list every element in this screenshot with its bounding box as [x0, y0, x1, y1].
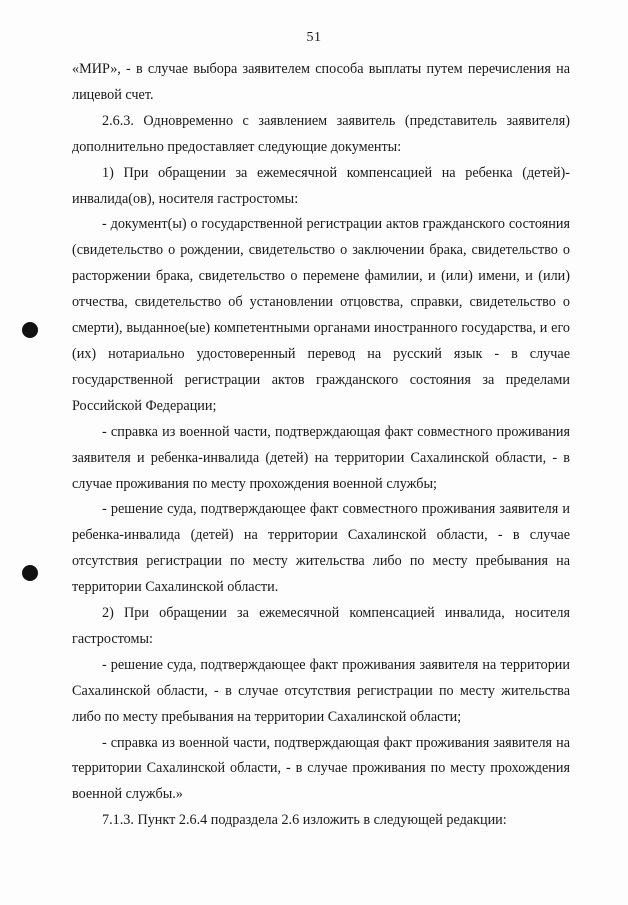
punch-hole-mark [22, 565, 38, 581]
paragraph-item-1: 1) При обращении за ежемесячной компенсацией на ребенка (детей)-инвалида(ов), носителя гастростомы: [72, 164, 570, 207]
paragraph-court-decision-child: - решение суда, подтверждающее факт совместного проживания заявителя и ребенка-инвалида (детей) на территории Сахалинской области, - в случае отсутствия регистрации по месту жительства либо по месту пребывания на территории Сахалинской области. [72, 501, 570, 596]
paragraph-mir-payment: «МИР», - в случае выбора заявителем способа выплаты путем перечисления на лицевой счет. [72, 61, 570, 103]
document-body [72, 57, 570, 834]
paragraph-civil-status-documents: - документ(ы) о государственной регистрации актов гражданского состояния (свидетельство о рождении, свидетельство о заключении брака, свидетельство о расторжении брака, свидетельство о перемене фамилии, и (или) имени, и (или) отчества, свидетельство об установлении отцовства, справки, свидетельство о смерти), выданное(ые) компетентными органами иностранного государства, и его (их) нотариально удостоверенный перевод на русский язык - в случае государственной регистрации актов гражданского состояния за пределами Российской Федерации; [72, 216, 570, 414]
paragraph-item-2: 2) При обращении за ежемесячной компенсацией инвалида, носителя гастростомы: [72, 605, 570, 647]
page-number: 51 [306, 30, 322, 45]
paragraph-military-certificate-disabled: - справка из военной части, подтверждающая факт проживания заявителя на территории Сахалинской области, - в случае проживания по месту прохождения военной службы.» [72, 734, 570, 803]
paragraph-7-1-3: 7.1.3. Пункт 2.6.4 подраздела 2.6 изложить в следующей редакции: [102, 812, 507, 829]
paragraph-military-certificate-child: - справка из военной части, подтверждающая факт совместного проживания заявителя и ребенка-инвалида (детей) на территории Сахалинской области, - в случае проживания по месту прохождения военной службы; [72, 423, 570, 492]
paragraph-court-decision-disabled: - решение суда, подтверждающее факт проживания заявителя на территории Сахалинской области, - в случае отсутствия регистрации по месту жительства либо по месту пребывания на территории Сахалинской области; [72, 656, 570, 725]
punch-hole-mark [22, 322, 38, 338]
paragraph-2-6-3: 2.6.3. Одновременно с заявлением заявитель (представитель заявителя) дополнительно предоставляет следующие документы: [72, 112, 570, 155]
